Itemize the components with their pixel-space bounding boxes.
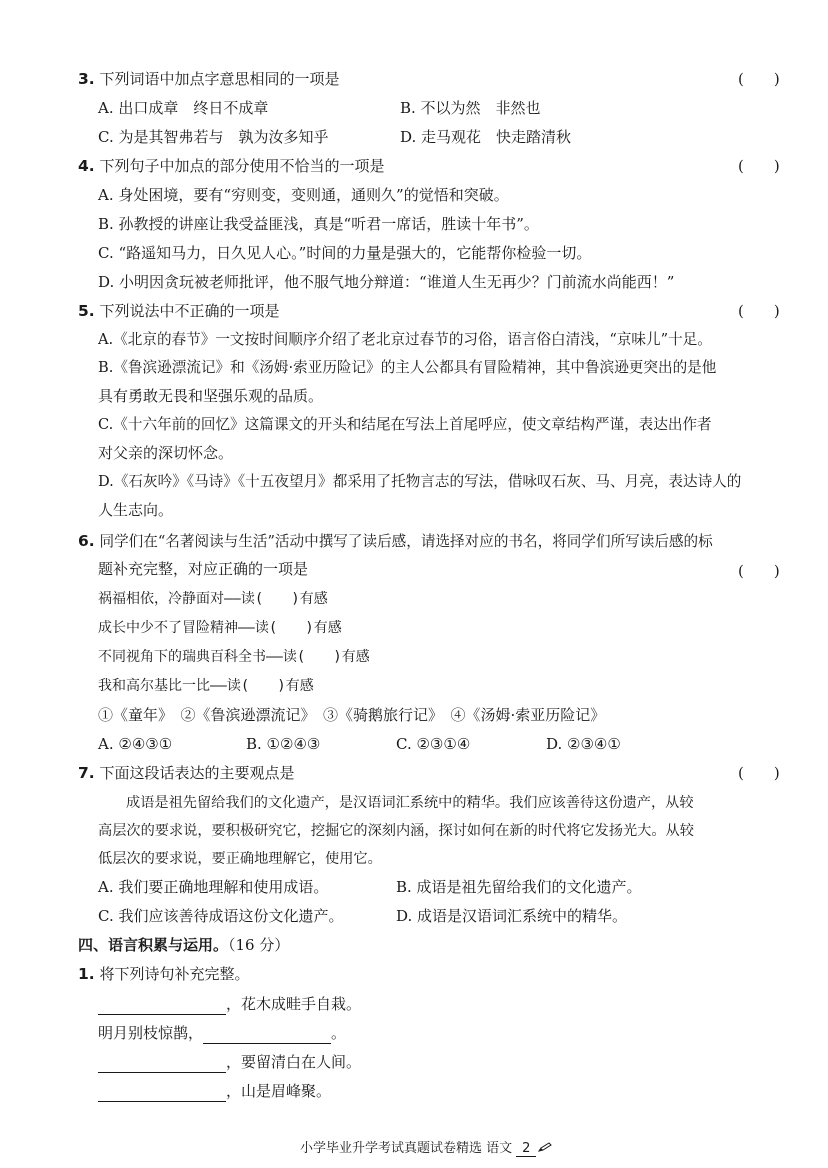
- s1-text: 将下列诗句补充完整。: [99, 965, 250, 983]
- q6-title-1: 祸福相依，冷静面对——读( )有感: [98, 591, 328, 607]
- q6-option-a: A. ②④③①: [98, 735, 173, 753]
- q4-number: 4.: [78, 157, 95, 175]
- q4-text: 下列句子中加点的部分使用不恰当的一项是: [99, 157, 385, 175]
- q5-text: 下列说法中不正确的一项是: [99, 302, 280, 320]
- q3-option-a: A. 出口成章 终日不成章: [98, 99, 269, 117]
- q4-option-b: B. 孙教授的讲座让我受益匪浅，真是“听君一席话，胜读十年书”。: [98, 215, 539, 233]
- q6-title-4: 我和高尔基比一比——读( )有感: [98, 678, 314, 694]
- q3-answer-paren[interactable]: ( ): [738, 70, 780, 88]
- poem-line-2-text: 明月别枝惊鹊，: [98, 1024, 204, 1042]
- q5-option-a: A.《北京的春节》一文按时间顺序介绍了老北京过春节的习俗，语言俗白清浅，“京味儿”十足。: [98, 331, 712, 348]
- q7-passage-line2: 高层次的要求说，要积极研究它，挖掘它的深刻内涵，探讨如何在新的时代将它发扬光大。从较: [98, 823, 694, 839]
- q5-option-d-line1: D.《石灰吟》《马诗》《十五夜望月》都采用了托物言志的写法，借咏叹石灰、马、月亮，表达诗人的: [98, 473, 742, 490]
- poem-blank-4[interactable]: [98, 1083, 226, 1102]
- page-number: 2: [516, 1141, 536, 1157]
- q4-stem: [78, 155, 384, 177]
- q7-passage-line3: 低层次的要求说，要正确地理解它，使用它。: [98, 851, 382, 867]
- q5-option-c-line2: 对父亲的深切怀念。: [98, 444, 234, 462]
- q5-answer-paren[interactable]: ( ): [738, 302, 780, 320]
- q6-title-3: 不同视角下的瑞典百科全书——读( )有感: [98, 649, 370, 665]
- s1-number: 1.: [78, 965, 95, 983]
- q5-option-b-line2: 具有勇敢无畏和坚强乐观的品质。: [98, 387, 324, 405]
- s1-stem: [78, 963, 249, 985]
- q6-answer-paren[interactable]: ( ): [738, 562, 780, 580]
- section-4-title: 四、语言积累与运用。: [78, 936, 229, 954]
- q7-number: 7.: [78, 764, 95, 782]
- q7-option-d: D. 成语是汉语词汇系统中的精华。: [396, 907, 628, 925]
- q3-text: 下列词语中加点字意思相同的一项是: [99, 70, 340, 88]
- poem-line-1: [98, 993, 361, 1015]
- poem-line-3-text: ，要留清白在人间。: [226, 1053, 362, 1071]
- q7-option-c: C. 我们应该善待成语这份文化遗产。: [98, 907, 344, 925]
- poem-line-3: [98, 1051, 361, 1073]
- q3-option-c: C. 为是其智弗若与 孰为汝多知乎: [98, 128, 329, 146]
- q3-option-d: D. 走马观花 快走踏清秋: [400, 128, 572, 146]
- section-4-score: （16 分）: [228, 936, 290, 954]
- q6-option-c: C. ②③①④: [396, 735, 471, 753]
- q6-title-2: 成长中少不了冒险精神——读( )有感: [98, 620, 342, 636]
- q6-option-d: D. ②③④①: [546, 735, 621, 753]
- q5-option-b-line1: B.《鲁滨逊漂流记》和《汤姆·索亚历险记》的主人公都具有冒险精神，其中鲁滨逊更突出的是他: [98, 359, 717, 376]
- q4-option-c: C. “路遥知马力，日久见人心。”时间的力量是强大的，它能帮你检验一切。: [98, 244, 592, 262]
- poem-blank-3[interactable]: [98, 1054, 226, 1073]
- q7-passage-line1: 成语是祖先留给我们的文化遗产，是汉语词汇系统中的精华。我们应该善待这份遗产，从较: [126, 795, 694, 811]
- poem-line-1-text: ，花木成畦手自栽。: [226, 995, 362, 1013]
- poem-line-2: [98, 1022, 346, 1044]
- poem-line-4: [98, 1080, 331, 1102]
- poem-blank-1[interactable]: [98, 996, 226, 1015]
- poem-line-2-end: 。: [331, 1024, 347, 1042]
- q6-book-list: ①《童年》 ②《鲁滨逊漂流记》 ③《骑鹅旅行记》 ④《汤姆·索亚历险记》: [98, 706, 606, 724]
- q7-text: 下面这段话表达的主要观点是: [99, 764, 295, 782]
- footer-title: 小学毕业升学考试真题试卷精选 语文: [300, 1141, 513, 1156]
- page-footer: [300, 1137, 552, 1157]
- q3-option-b: B. 不以为然 非然也: [400, 99, 541, 117]
- q4-option-d: D. 小明因贪玩被老师批评，他不服气地分辩道：“谁道人生无再少？门前流水尚能西！”: [98, 273, 675, 291]
- q4-answer-paren[interactable]: ( ): [738, 157, 780, 175]
- q5-number: 5.: [78, 302, 95, 320]
- poem-blank-2[interactable]: [203, 1025, 331, 1044]
- q7-answer-paren[interactable]: ( ): [738, 764, 780, 782]
- q3-number: 3.: [78, 70, 95, 88]
- poem-line-4-text: ，山是眉峰聚。: [226, 1082, 332, 1100]
- pencil-icon: [538, 1141, 552, 1156]
- q3-stem: [78, 68, 339, 90]
- section-4-heading: [78, 934, 289, 956]
- q6-text-line1: 同学们在“名著阅读与生活”活动中撰写了读后感，请选择对应的书名，将同学们所写读后感的标: [99, 533, 713, 550]
- q7-option-a: A. 我们要正确地理解和使用成语。: [98, 878, 329, 896]
- q4-option-a: A. 身处困境，要有“穷则变，变则通，通则久”的觉悟和突破。: [98, 186, 509, 204]
- q6-option-b: B. ①②④③: [246, 735, 321, 753]
- q6-number: 6.: [78, 532, 95, 550]
- q6-stem-line2: 题补充完整，对应正确的一项是: [98, 560, 309, 578]
- q6-stem-line1: [78, 530, 713, 553]
- q5-option-d-line2: 人生志向。: [98, 501, 174, 519]
- q5-stem: [78, 300, 279, 322]
- q7-stem: [78, 762, 294, 784]
- q5-option-c-line1: C.《十六年前的回忆》这篇课文的开头和结尾在写法上首尾呼应，使文章结构严谨，表达出作者: [98, 416, 712, 433]
- q7-option-b: B. 成语是祖先留给我们的文化遗产。: [396, 878, 642, 896]
